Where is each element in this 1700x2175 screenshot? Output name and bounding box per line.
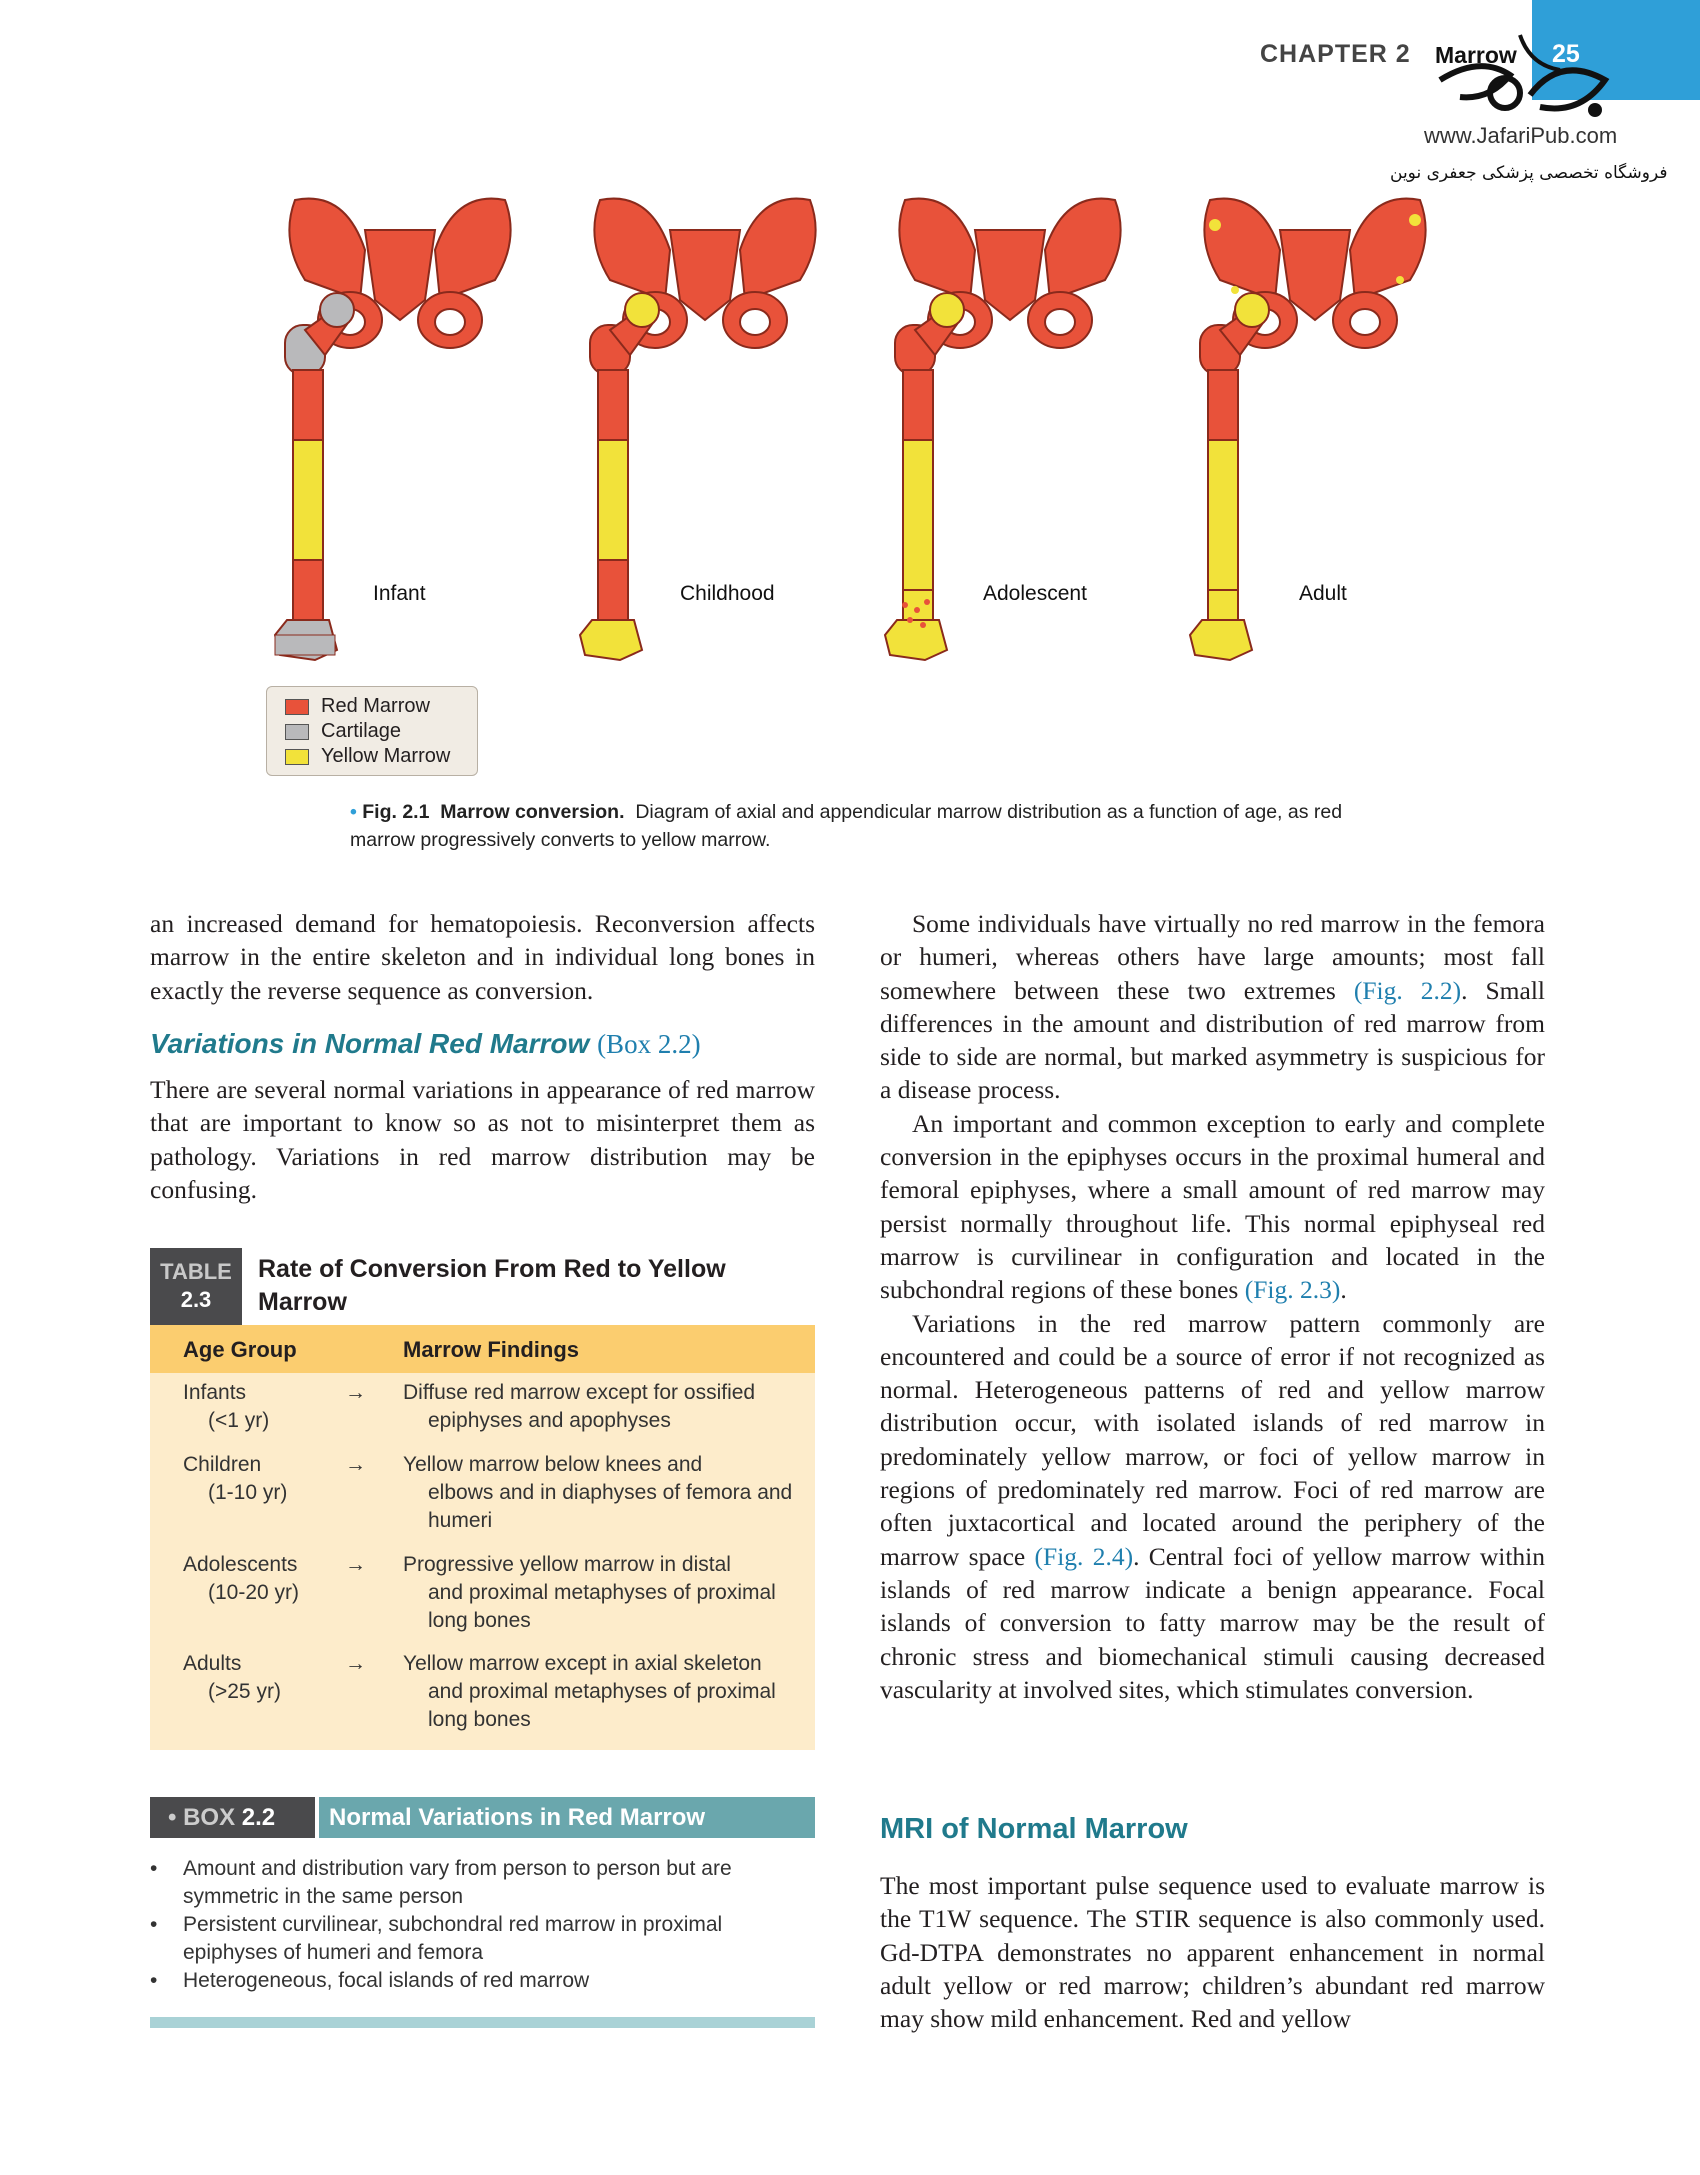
box-bottom-bar bbox=[150, 2017, 815, 2028]
finding-cell-cont: and proximal metaphyses of proximal long bones bbox=[428, 1581, 776, 1632]
paragraph: an increased demand for hematopoiesis. Reconversion affects marrow in the entire skeleton and in individual long bones in exactly the reverse sequence as conversion. bbox=[150, 909, 815, 1005]
watermark-logo-icon bbox=[1420, 25, 1620, 125]
figure-legend bbox=[266, 686, 478, 776]
finding-cell-cont: elbows and in diaphyses of femora and humeri bbox=[428, 1481, 793, 1532]
figure-label-adult: Adult bbox=[1299, 582, 1347, 605]
age-cell: Adults bbox=[183, 1652, 242, 1675]
finding-cell: Yellow marrow except in axial skeleton bbox=[403, 1652, 762, 1675]
list-item: • Heterogeneous, focal islands of red marrow bbox=[150, 1967, 815, 1995]
legend-item-red-marrow bbox=[285, 694, 477, 719]
text: An important and common exception to early and complete conversion in the epiphyses occurs in the proximal humeral and femoral epiphyses, where a small amount of red marrow may persist normally throughout life. This normal epiphyseal red marrow is curvilinear in configuration and located in the subchondral regions of these bones bbox=[880, 1108, 1545, 1305]
left-column-intro bbox=[150, 907, 815, 1007]
figure-label-childhood: Childhood bbox=[680, 582, 775, 605]
finding-cell-cont: epiphyses and apophyses bbox=[428, 1409, 671, 1432]
red-swatch-icon bbox=[285, 699, 309, 715]
box-2-2-header bbox=[150, 1797, 815, 1838]
arrow-icon: → bbox=[345, 1453, 366, 1476]
column-header-age-group: Age Group bbox=[183, 1337, 297, 1362]
age-range: (>25 yr) bbox=[208, 1680, 281, 1703]
cartilage-icon bbox=[275, 635, 335, 655]
heading-text: Variations in Normal Red Marrow bbox=[150, 1028, 590, 1059]
age-cell: Children bbox=[183, 1453, 262, 1476]
table-header-row bbox=[150, 1325, 815, 1373]
page-number: 25 bbox=[1552, 40, 1580, 68]
running-header-chapter: CHAPTER 2 bbox=[1260, 40, 1411, 68]
right-column bbox=[880, 907, 1545, 1706]
table-body bbox=[150, 1373, 815, 1750]
section-heading-mri: MRI of Normal Marrow bbox=[880, 1813, 1188, 1845]
table-tag-label: TABLE bbox=[160, 1259, 232, 1284]
column-header-marrow-findings: Marrow Findings bbox=[403, 1337, 579, 1362]
box-tag bbox=[150, 1797, 315, 1838]
age-range: (10-20 yr) bbox=[208, 1581, 300, 1604]
text: Variations in the red marrow pattern commonly are encountered and could be a source of error if not recognized as normal. Heterogeneous patterns of red and yellow marrow distribution occur, with isolated islands of red marrow in predominately yellow marrow, or foci of yellow marrow in regions of predominately red marrow. Foci of red marrow are often juxtacortical and located around the periphery of the marrow space bbox=[880, 1308, 1545, 1571]
figure-2-4-link[interactable]: (Fig. 2.4) bbox=[1034, 1541, 1134, 1571]
legend-label: Cartilage bbox=[321, 720, 402, 742]
figure-caption bbox=[350, 798, 1370, 854]
finding-cell: Diffuse red marrow except for ossified bbox=[403, 1381, 756, 1404]
right-column-mri bbox=[880, 1869, 1545, 2035]
figure-label-infant: Infant bbox=[373, 582, 426, 605]
text: . bbox=[1340, 1275, 1347, 1305]
age-cell: Adolescents bbox=[183, 1553, 298, 1576]
table-number: 2.3 bbox=[180, 1287, 212, 1312]
legend-item-yellow-marrow bbox=[285, 744, 477, 769]
list-item: • Persistent curvilinear, subchondral red marrow in proximal epiphyses of humeri and femora bbox=[150, 1911, 815, 1967]
left-column-variations bbox=[150, 1073, 815, 1206]
paragraph bbox=[880, 1307, 1545, 1707]
box-title: Normal Variations in Red Marrow bbox=[319, 1797, 815, 1838]
caption-number: Fig. 2.1 bbox=[362, 801, 430, 823]
watermark-url: www.JafariPub.com bbox=[1424, 123, 1618, 148]
table-title: Rate of Conversion From Red to Yellow Marrow bbox=[258, 1255, 726, 1316]
finding-cell-cont: and proximal metaphyses of proximal long bones bbox=[428, 1680, 776, 1731]
caption-bullet: • bbox=[350, 801, 357, 823]
figure-label-adolescent: Adolescent bbox=[983, 582, 1087, 605]
figure-2-3-link[interactable]: (Fig. 2.3) bbox=[1244, 1275, 1341, 1305]
legend-label: Red Marrow bbox=[321, 695, 430, 717]
paragraph: There are several normal variations in appearance of red marrow that are important to know so as not to misinterpret them as pathology. Variations in red marrow distribution may be confusing. bbox=[150, 1075, 815, 1204]
watermark-persian-text: فروشگاه تخصصی پزشکی جعفری نوین bbox=[1390, 163, 1668, 183]
box-reference-link[interactable]: (Box 2.2) bbox=[597, 1029, 701, 1059]
age-range: (1-10 yr) bbox=[208, 1481, 288, 1504]
box-2-2-list bbox=[150, 1855, 815, 1995]
arrow-icon: → bbox=[345, 1381, 366, 1404]
paragraph bbox=[880, 1107, 1545, 1307]
legend-label: Yellow Marrow bbox=[321, 745, 451, 767]
text: . Small differences in the amount and distribution of red marrow from side to side are normal, but marked asymmetry is suspicious for a disease process. bbox=[880, 975, 1545, 1105]
finding-cell: Yellow marrow below knees and bbox=[403, 1453, 703, 1476]
list-item: • Amount and distribution vary from person to person but are symmetric in the same person bbox=[150, 1855, 815, 1911]
paragraph bbox=[880, 907, 1545, 1107]
section-heading-variations bbox=[150, 1028, 701, 1060]
text: . Central foci of yellow marrow within islands of red marrow indicate a benign appearance. Focal islands of conversion to fatty marrow may be the result of chronic stress and biomechanical stimuli causing decreased vascularity at involved sites, which stimulates conversion. bbox=[880, 1541, 1545, 1704]
caption-title: Marrow conversion. bbox=[440, 801, 625, 823]
age-range: (<1 yr) bbox=[208, 1409, 270, 1432]
paragraph: The most important pulse sequence used to evaluate marrow is the T1W sequence. The STIR sequence is also commonly used. Gd-DTPA demonstrates no apparent enhancement in normal adult yellow or red marrow; children’s abundant red marrow may show mild enhancement. Red and yellow bbox=[880, 1871, 1545, 2034]
box-number: 2.2 bbox=[241, 1804, 276, 1831]
text: Some individuals have virtually no red marrow in the femora or humeri, whereas others have large amounts; most fall somewhere between these two extremes bbox=[880, 909, 1545, 1005]
arrow-icon: → bbox=[345, 1553, 366, 1576]
box-tag-label: • BOX bbox=[168, 1804, 236, 1831]
legend-item-cartilage bbox=[285, 719, 477, 744]
gray-swatch-icon bbox=[285, 724, 309, 740]
age-cell: Infants bbox=[183, 1381, 247, 1404]
table-tag bbox=[150, 1248, 242, 1325]
caption-text: Diagram of axial and appendicular marrow distribution as a function of age, as red marrow progressively converts to yellow marrow. bbox=[350, 801, 1343, 851]
figure-2-2-link[interactable]: (Fig. 2.2) bbox=[1353, 975, 1462, 1005]
finding-cell: Progressive yellow marrow in distal bbox=[403, 1553, 731, 1576]
arrow-icon: → bbox=[345, 1652, 366, 1675]
yellow-swatch-icon bbox=[285, 749, 309, 765]
running-header-title: Marrow bbox=[1435, 42, 1517, 68]
